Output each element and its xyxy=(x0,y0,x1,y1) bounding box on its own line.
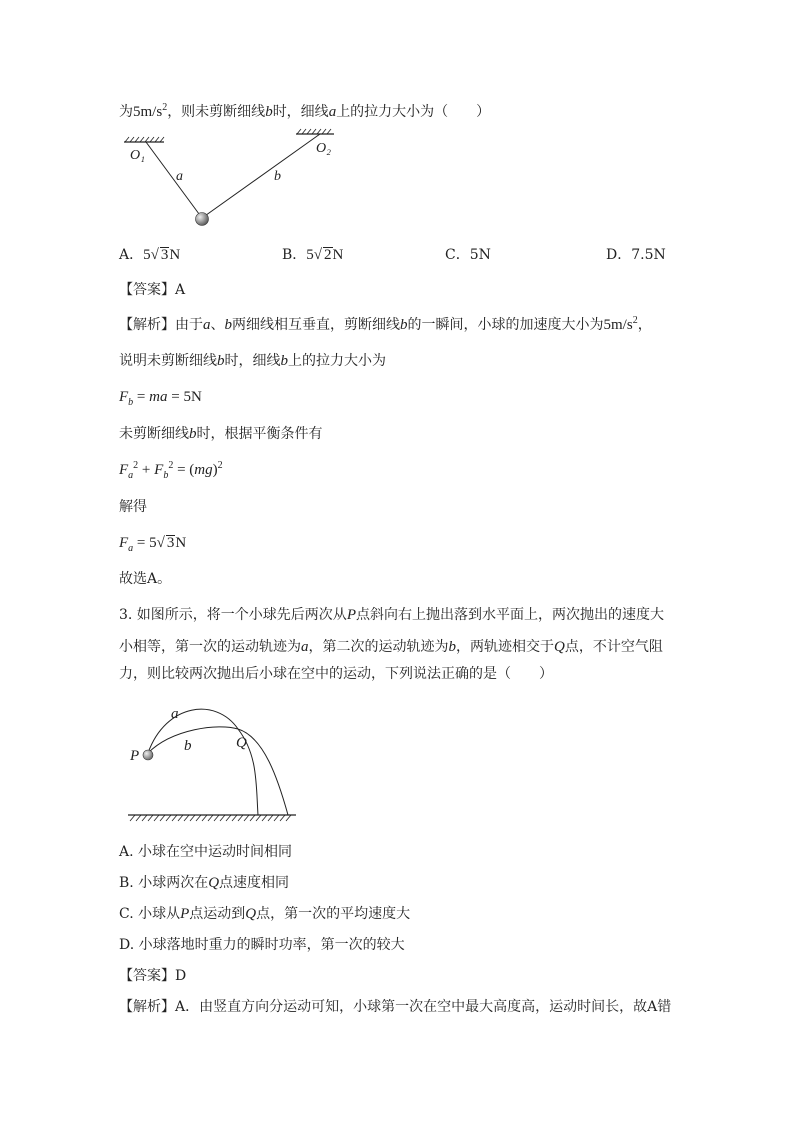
q2-option-b: B．5√ 2N xyxy=(282,247,344,263)
q2-option-d: D．7.5N xyxy=(606,247,666,263)
ground xyxy=(128,815,296,821)
trajectory-b xyxy=(148,727,288,815)
q3-answer xyxy=(119,967,186,985)
answer-tag: 【答案】 xyxy=(119,282,175,298)
label-b: b xyxy=(184,738,192,754)
q3-stem-2: 小相等，第一次的运动轨迹为a，第二次的运动轨迹为b，两轨迹相交于Q点，不计空气阻 xyxy=(119,639,663,655)
q2-analysis-1: 【解析】由于a、b两细线相互垂直，剪断细线b的一瞬间，小球的加速度大小为$5m/s^2$， xyxy=(119,315,652,333)
label-q: Q xyxy=(236,735,247,751)
q3-option-b: B. 小球两次在Q点速度相同 xyxy=(119,875,290,891)
answer-value: D xyxy=(175,968,187,984)
q3-stem-1: 3. 如图所示，将一个小球先后两次从P点斜向右上抛出落到水平面上，两次抛出的速度大 xyxy=(119,607,664,623)
q2-analysis-3: 未剪断细线b时，根据平衡条件有 xyxy=(119,426,323,442)
label-a: a xyxy=(171,706,179,722)
q2-analysis-2: 说明未剪断细线b时，细线b上的拉力大小为 xyxy=(119,353,386,369)
q2-stem-tail: 为$5m/s^2$，则未剪断细线b时，细线a上的拉力大小为（ ） xyxy=(119,102,491,120)
label-o1: O₁ xyxy=(130,148,145,163)
q2-conclusion: 故选A。 xyxy=(119,571,172,587)
q2-figure xyxy=(120,128,360,228)
q2-eq2: $F_a^2 + F_b^2 = (mg)^2$ xyxy=(119,460,223,481)
q3-analysis-1: 【解析】A．由竖直方向分运动可知，小球第一次在空中最大高度高，运动时间长，故A错 xyxy=(119,999,672,1015)
label-b: b xyxy=(274,169,281,184)
q2-option-a: A．5√ 3N xyxy=(119,247,181,263)
analysis-tag: 【解析】 xyxy=(119,317,175,333)
ball-p xyxy=(143,750,153,760)
q3-stem-3: 力，则比较两次抛出后小球在空中的运动，下列说法正确的是（ ） xyxy=(119,666,553,682)
q3-option-c: C. 小球从P点运动到Q点，第一次的平均速度大 xyxy=(119,906,411,922)
string-b xyxy=(202,134,320,218)
label-o2: O₂ xyxy=(316,141,331,156)
q2-solve: 解得 xyxy=(119,499,147,515)
q3-option-a: A. 小球在空中运动时间相同 xyxy=(119,844,293,860)
trajectory-a xyxy=(148,709,258,815)
ball xyxy=(196,213,209,226)
label-p: P xyxy=(130,748,140,764)
ceiling-o2 xyxy=(296,129,334,134)
answer-value: A xyxy=(175,282,186,298)
analysis-tag: 【解析】 xyxy=(119,999,175,1015)
q2-option-c: C．5N xyxy=(445,247,491,263)
q3-option-d: D. 小球落地时重力的瞬时功率，第一次的较大 xyxy=(119,937,405,953)
q2-answer xyxy=(119,281,185,299)
q2-eq1: $F_b$ = ma = 5N xyxy=(119,389,202,408)
q3-figure xyxy=(126,703,316,828)
label-a: a xyxy=(176,169,183,184)
answer-tag: 【答案】 xyxy=(119,968,175,984)
q2-eq3: $F_a = 5√$ 3N xyxy=(119,535,187,554)
ceiling-o1 xyxy=(124,137,164,142)
string-a xyxy=(146,142,202,218)
